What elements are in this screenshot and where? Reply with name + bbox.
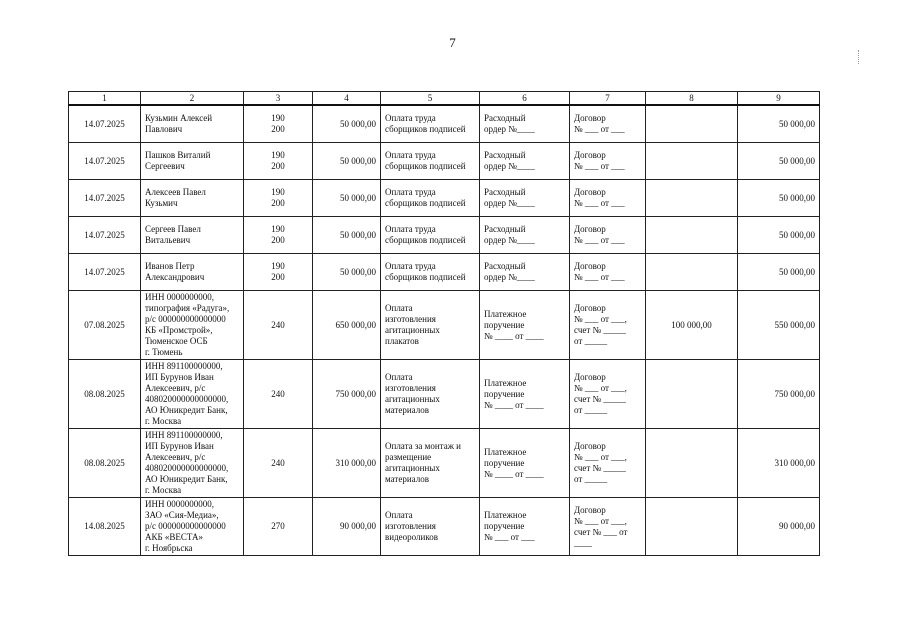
code-cell: 190 200 xyxy=(244,143,313,180)
header-col-4: 4 xyxy=(313,92,381,106)
header-col-6: 6 xyxy=(480,92,570,106)
total-amount-cell: 750 000,00 xyxy=(738,360,820,429)
amount-cell: 50 000,00 xyxy=(313,254,381,291)
header-col-1: 1 xyxy=(69,92,141,106)
header-col-7: 7 xyxy=(570,92,646,106)
payment-doc-cell: Платежное поручение № ____ от ____ xyxy=(480,291,570,360)
margin-mark xyxy=(858,50,861,64)
table-row xyxy=(69,217,820,254)
date-cell: 07.08.2025 xyxy=(69,291,141,360)
code-cell: 190 200 xyxy=(244,180,313,217)
report-table-container xyxy=(68,91,819,556)
amount-cell: 50 000,00 xyxy=(313,217,381,254)
returned-amount-cell xyxy=(646,143,738,180)
amount-cell: 650 000,00 xyxy=(313,291,381,360)
total-amount-cell: 90 000,00 xyxy=(738,498,820,556)
date-cell: 14.07.2025 xyxy=(69,105,141,143)
purpose-cell: Оплата изготовления агитационных плакатов xyxy=(381,291,480,360)
header-col-9: 9 xyxy=(738,92,820,106)
date-cell: 08.08.2025 xyxy=(69,360,141,429)
header-col-5: 5 xyxy=(381,92,480,106)
header-col-8: 8 xyxy=(646,92,738,106)
purpose-cell: Оплата труда сборщиков подписей xyxy=(381,180,480,217)
payment-doc-cell: Расходный ордер №____ xyxy=(480,105,570,143)
page-number: 7 xyxy=(449,35,456,50)
returned-amount-cell xyxy=(646,498,738,556)
recipient-cell: Сергеев Павел Витальевич xyxy=(141,217,244,254)
date-cell: 08.08.2025 xyxy=(69,429,141,498)
basis-doc-cell: Договор № ___ от ___, счет № _____ от _____ xyxy=(570,291,646,360)
purpose-cell: Оплата изготовления агитационных материалов xyxy=(381,360,480,429)
table-row xyxy=(69,360,820,429)
total-amount-cell: 50 000,00 xyxy=(738,217,820,254)
returned-amount-cell xyxy=(646,105,738,143)
date-cell: 14.07.2025 xyxy=(69,143,141,180)
amount-cell: 310 000,00 xyxy=(313,429,381,498)
date-cell: 14.07.2025 xyxy=(69,180,141,217)
returned-amount-cell xyxy=(646,360,738,429)
total-amount-cell: 50 000,00 xyxy=(738,254,820,291)
date-cell: 14.07.2025 xyxy=(69,217,141,254)
purpose-cell: Оплата труда сборщиков подписей xyxy=(381,143,480,180)
returned-amount-cell xyxy=(646,217,738,254)
total-amount-cell: 50 000,00 xyxy=(738,105,820,143)
code-cell: 190 200 xyxy=(244,105,313,143)
total-amount-cell: 50 000,00 xyxy=(738,143,820,180)
recipient-cell: ИНН 0000000000, ЗАО «Сия-Медиа», р/с 000000000000000 АКБ «ВЕСТА» г. Ноябрьска xyxy=(141,498,244,556)
total-amount-cell: 550 000,00 xyxy=(738,291,820,360)
payment-doc-cell: Расходный ордер №____ xyxy=(480,254,570,291)
payment-doc-cell: Расходный ордер №____ xyxy=(480,143,570,180)
purpose-cell: Оплата за монтаж и размещение агитационных материалов xyxy=(381,429,480,498)
header-col-2: 2 xyxy=(141,92,244,106)
table-row xyxy=(69,180,820,217)
payment-doc-cell: Платежное поручение № ____ от ____ xyxy=(480,429,570,498)
recipient-cell: Кузьмин Алексей Павлович xyxy=(141,105,244,143)
report-table xyxy=(68,91,820,556)
payment-doc-cell: Расходный ордер №____ xyxy=(480,180,570,217)
code-cell: 240 xyxy=(244,291,313,360)
amount-cell: 50 000,00 xyxy=(313,105,381,143)
returned-amount-cell xyxy=(646,254,738,291)
basis-doc-cell: Договор № ___ от ___ xyxy=(570,217,646,254)
basis-doc-cell: Договор № ___ от ___, счет № _____ от _____ xyxy=(570,360,646,429)
table-row xyxy=(69,498,820,556)
returned-amount-cell xyxy=(646,180,738,217)
date-cell: 14.07.2025 xyxy=(69,254,141,291)
payment-doc-cell: Платежное поручение № ___ от ___ xyxy=(480,498,570,556)
purpose-cell: Оплата изготовления видеороликов xyxy=(381,498,480,556)
returned-amount-cell: 100 000,00 xyxy=(646,291,738,360)
date-cell: 14.08.2025 xyxy=(69,498,141,556)
purpose-cell: Оплата труда сборщиков подписей xyxy=(381,105,480,143)
table-row xyxy=(69,254,820,291)
basis-doc-cell: Договор № ___ от ___ xyxy=(570,105,646,143)
table-row xyxy=(69,105,820,143)
total-amount-cell: 310 000,00 xyxy=(738,429,820,498)
code-cell: 240 xyxy=(244,429,313,498)
returned-amount-cell xyxy=(646,429,738,498)
code-cell: 190 200 xyxy=(244,217,313,254)
recipient-cell: Иванов Петр Александрович xyxy=(141,254,244,291)
basis-doc-cell: Договор № ___ от ___ xyxy=(570,143,646,180)
purpose-cell: Оплата труда сборщиков подписей xyxy=(381,254,480,291)
total-amount-cell: 50 000,00 xyxy=(738,180,820,217)
table-row xyxy=(69,143,820,180)
purpose-cell: Оплата труда сборщиков подписей xyxy=(381,217,480,254)
recipient-cell: ИНН 0000000000, типография «Радуга», р/с 000000000000000 КБ «Промстрой», Тюменское ОСБ г. Тюмень xyxy=(141,291,244,360)
code-cell: 270 xyxy=(244,498,313,556)
amount-cell: 750 000,00 xyxy=(313,360,381,429)
basis-doc-cell: Договор № ___ от ___ xyxy=(570,254,646,291)
payment-doc-cell: Расходный ордер №____ xyxy=(480,217,570,254)
table-row xyxy=(69,429,820,498)
basis-doc-cell: Договор № ___ от ___ xyxy=(570,180,646,217)
amount-cell: 50 000,00 xyxy=(313,143,381,180)
basis-doc-cell: Договор № ___ от ___, счет № _____ от _____ xyxy=(570,429,646,498)
table-row xyxy=(69,291,820,360)
basis-doc-cell: Договор № ___ от ___, счет № ___ от ____ xyxy=(570,498,646,556)
code-cell: 190 200 xyxy=(244,254,313,291)
amount-cell: 50 000,00 xyxy=(313,180,381,217)
amount-cell: 90 000,00 xyxy=(313,498,381,556)
code-cell: 240 xyxy=(244,360,313,429)
table-body xyxy=(69,105,820,556)
header-col-3: 3 xyxy=(244,92,313,106)
recipient-cell: Пашков Виталий Сергеевич xyxy=(141,143,244,180)
header-row xyxy=(69,92,820,106)
table-header xyxy=(69,92,820,106)
recipient-cell: Алексеев Павел Кузьмич xyxy=(141,180,244,217)
recipient-cell: ИНН 891100000000, ИП Бурунов Иван Алексеевич, р/с 408020000000000000, АО Юникредит Банк, г. Москва xyxy=(141,429,244,498)
payment-doc-cell: Платежное поручение № ____ от ____ xyxy=(480,360,570,429)
recipient-cell: ИНН 891100000000, ИП Бурунов Иван Алексеевич, р/с 408020000000000000, АО Юникредит Банк, г. Москва xyxy=(141,360,244,429)
